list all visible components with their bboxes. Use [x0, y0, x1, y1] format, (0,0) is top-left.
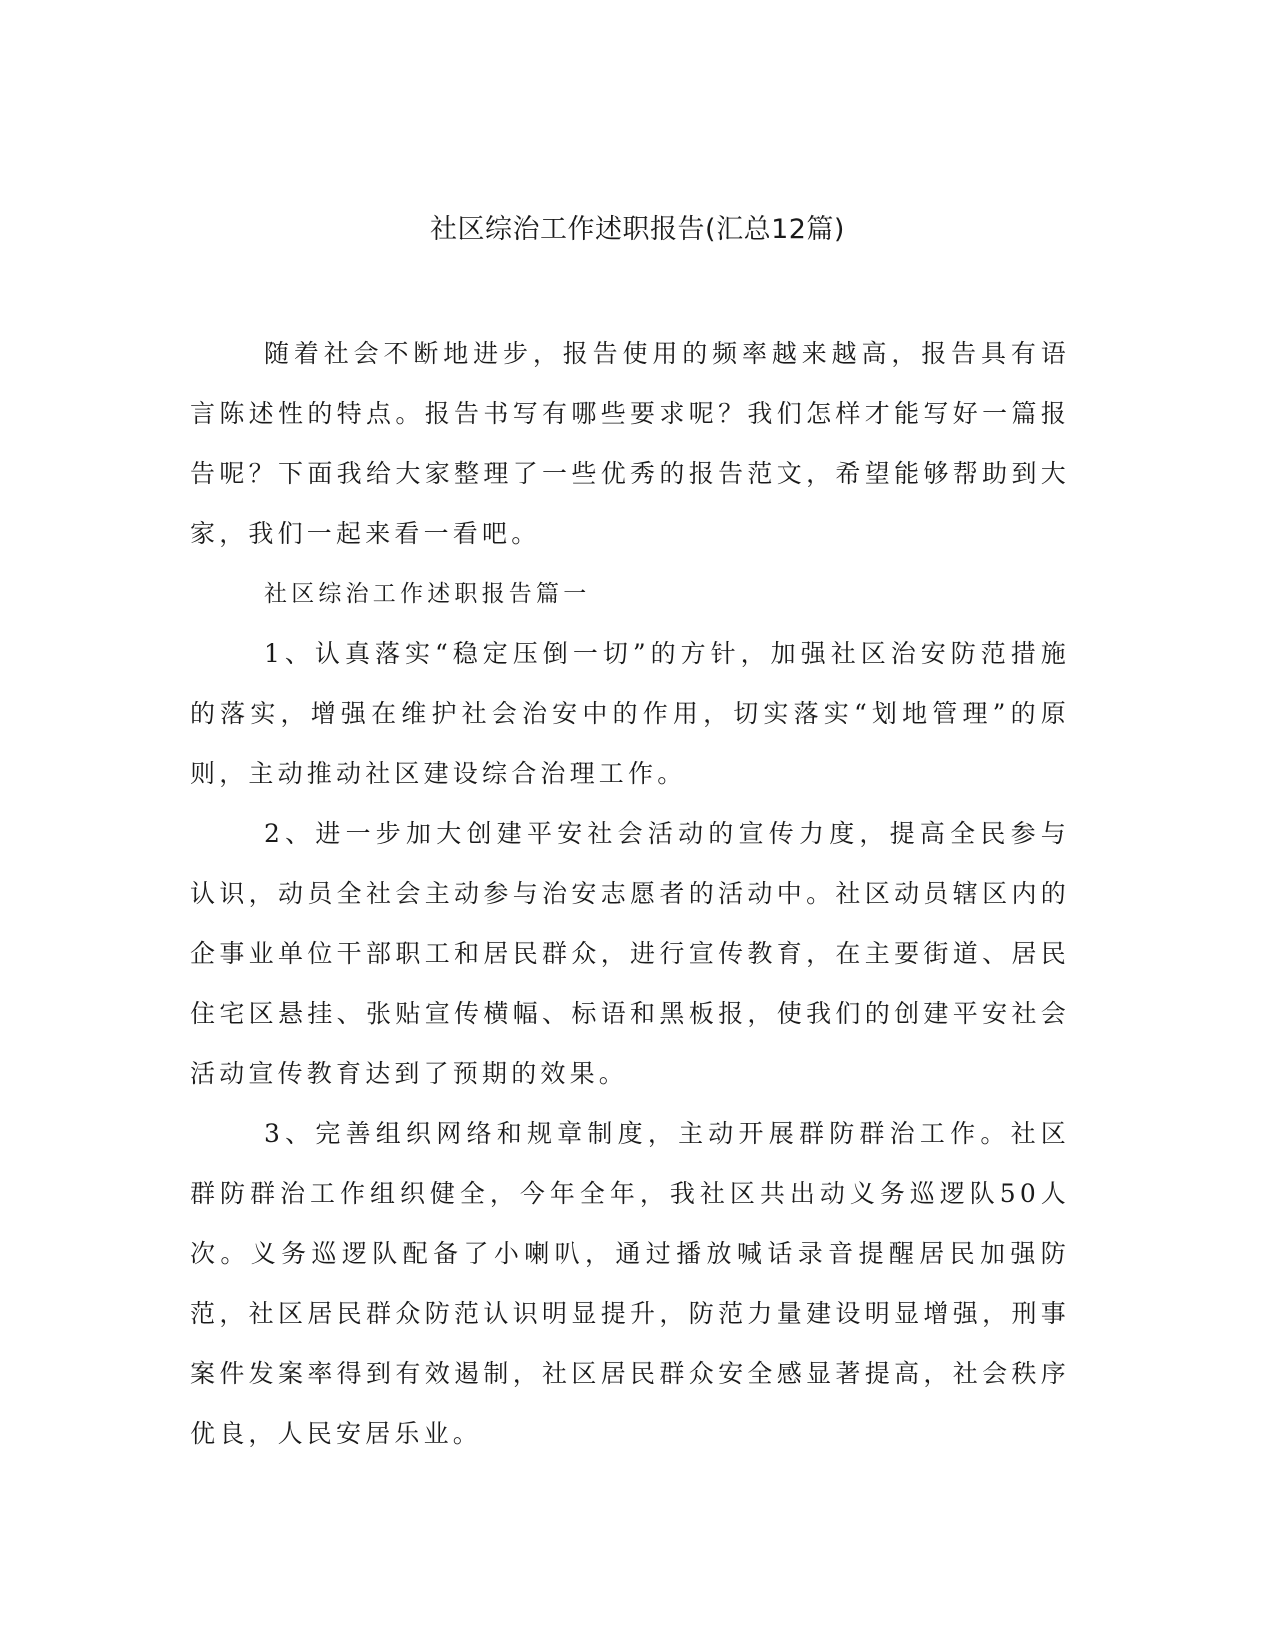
document-body [190, 324, 1070, 1464]
body-paragraph-1: 1、认真落实“稳定压倒一切”的方针，加强社区治安防范措施的落实，增强在维护社会治安中的作用，切实落实“划地管理”的原则，主动推动社区建设综合治理工作。 [190, 639, 1070, 788]
body-paragraph-2: 2、进一步加大创建平安社会活动的宣传力度，提高全民参与认识，动员全社会主动参与治安志愿者的活动中。社区动员辖区内的企事业单位干部职工和居民群众，进行宣传教育，在主要街道、居民住宅区悬挂、张贴宣传横幅、标语和黑板报，使我们的创建平安社会活动宣传教育达到了预期的效果。 [190, 819, 1070, 1088]
intro-paragraph: 随着社会不断地进步，报告使用的频率越来越高，报告具有语言陈述性的特点。报告书写有哪些要求呢？我们怎样才能写好一篇报告呢？下面我给大家整理了一些优秀的报告范文，希望能够帮助到大家，我们一起来看一看吧。 [190, 339, 1070, 548]
section-heading: 社区综治工作述职报告篇一 [264, 581, 591, 607]
body-paragraph-3: 3、完善组织网络和规章制度，主动开展群防群治工作。社区群防群治工作组织健全，今年全年，我社区共出动义务巡逻队50人次。义务巡逻队配备了小喇叭，通过播放喊话录音提醒居民加强防范，社区居民群众防范认识明显提升，防范力量建设明显增强，刑事案件发案率得到有效遏制，社区居民群众安全感显著提高，社会秩序优良，人民安居乐业。 [190, 1119, 1070, 1448]
document-title: 社区综治工作述职报告(汇总12篇) [430, 214, 845, 245]
